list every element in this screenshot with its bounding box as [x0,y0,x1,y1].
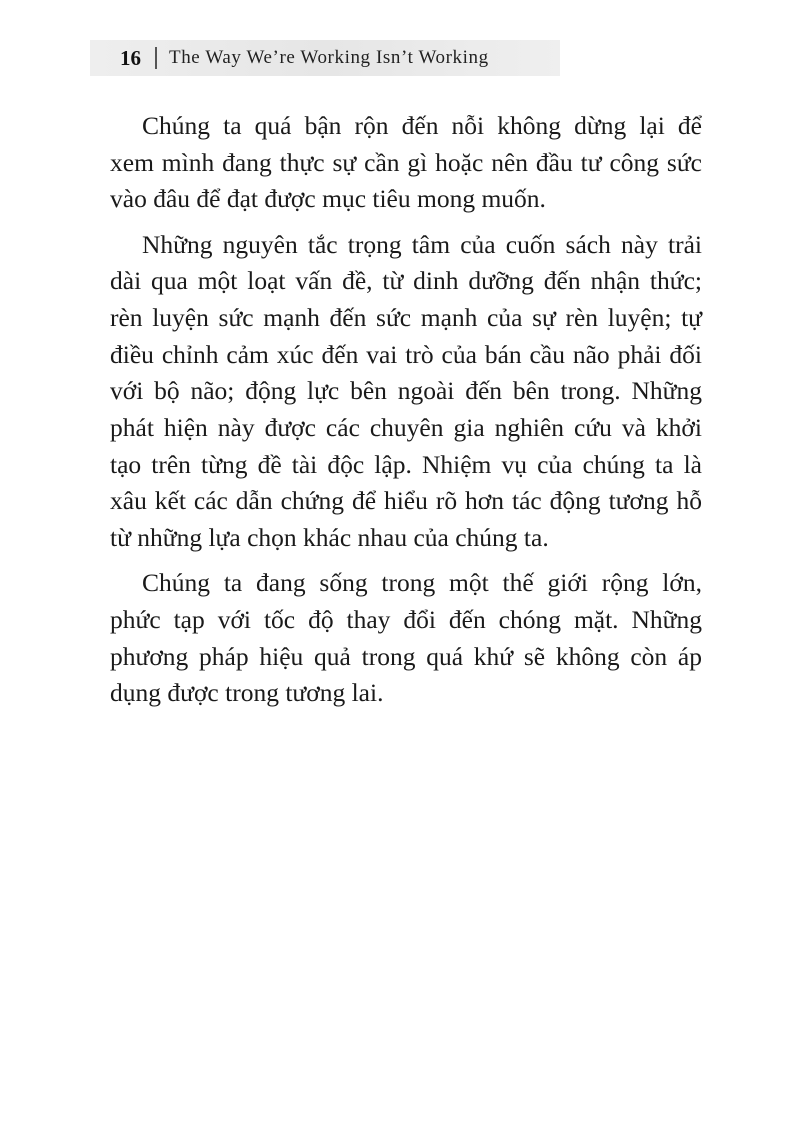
text-line: phức tạp với tốc độ thay đổi đến chóng mặt. Những [110,604,702,634]
text-line: dụng được trong tương lai. [110,678,384,708]
running-header [90,40,560,76]
text-line: Chúng ta đang sống trong một thế giới rộng lớn, [142,568,702,598]
text-line: điều chỉnh cảm xúc đến vai trò của bán cầu não phải đối [110,339,702,369]
running-title: The Way We’re Working Isn’t Working [169,47,489,68]
text-line: Những nguyên tắc trọng tâm của cuốn sách này trải [142,229,702,259]
body-text [110,108,702,721]
text-line: phát hiện này được các chuyên gia nghiên cứu và khởi [110,413,702,442]
text-line: từ những lựa chọn khác nhau của chúng ta. [110,523,549,553]
text-line: xem mình đang thực sự cần gì hoặc nên đầu tư công sức [110,147,702,177]
text-line: dài qua một loạt vấn đề, từ dinh dưỡng đến nhận thức; [110,266,702,296]
text-line: Chúng ta quá bận rộn đến nỗi không dừng lại để [142,111,702,140]
text-line: tạo trên từng đề tài độc lập. Nhiệm vụ của chúng ta là [110,449,702,479]
page-number: 16 [120,45,141,70]
text-line: rèn luyện sức mạnh đến sức mạnh của sự rèn luyện; tự [110,302,702,332]
paragraph [110,565,702,712]
text-line: phương pháp hiệu quả trong quá khứ sẽ không còn áp [110,641,702,671]
text-line: xâu kết các dẫn chứng để hiểu rõ hơn tác động tương hỗ [110,486,702,516]
paragraph [110,227,702,557]
text-line: với bộ não; động lực bên ngoài đến bên trong. Những [110,376,702,406]
paragraph [110,108,702,218]
text-line: vào đâu để đạt được mục tiêu mong muốn. [110,184,546,214]
header-divider [155,47,157,69]
